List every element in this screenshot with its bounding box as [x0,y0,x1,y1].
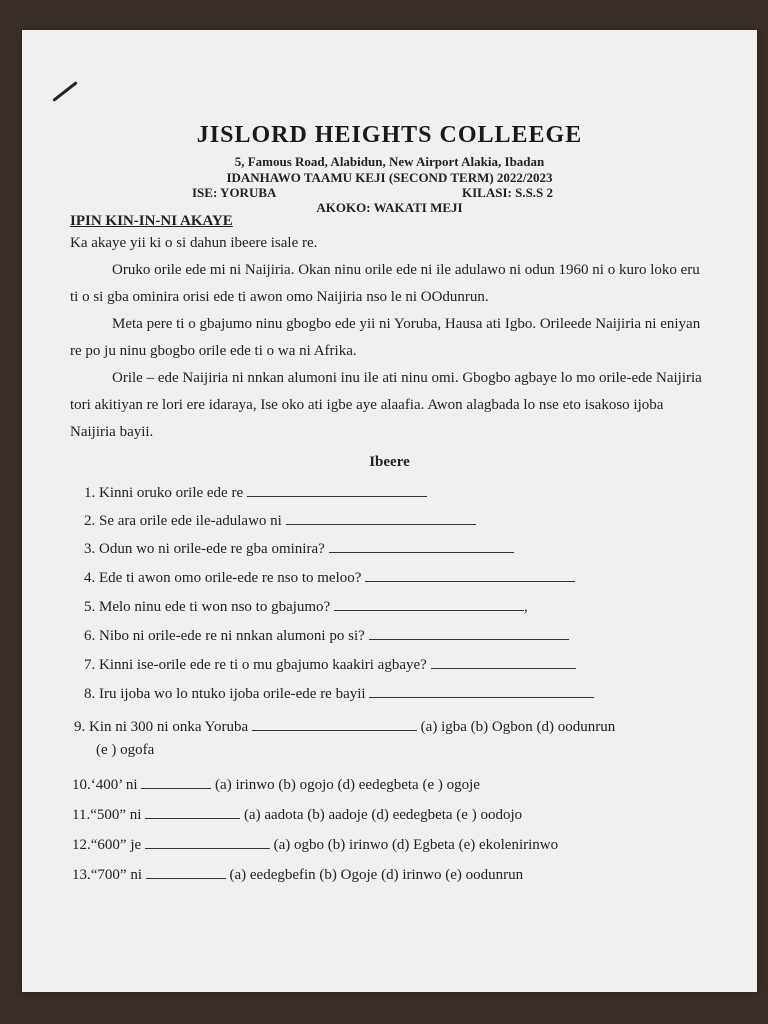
question-text: Ede ti awon omo orile-ede re nso to meloo? [99,570,362,586]
question-number: 4. [84,570,96,586]
instruction: Ka akaye yii ki o si dahun ibeere isale re. [70,235,318,251]
question-options: (a) irinwo (b) ogojo (d) eedegbeta (e ) ogoje [215,777,480,793]
question-text: “700” ni [90,867,142,883]
subject-class-row [192,185,592,201]
answer-blank[interactable] [369,625,569,640]
question-options-continued [96,742,154,759]
question-text: “500” ni [90,807,142,823]
answer-blank[interactable] [146,864,226,879]
answer-blank[interactable] [145,804,240,819]
subject-label: ISE: YORUBA [192,185,277,200]
question-number: 6. [84,628,96,644]
class-label: KILASI: S.S.S 2 [462,185,554,200]
time-allowed: AKOKO: WAKATI MEJI [316,200,463,215]
question-options: (a) ogbo (b) irinwo (d) Egbeta (e) ekolenirinwo [273,837,559,853]
question-number: 13. [72,867,91,883]
questions-title: Ibeere [369,454,410,470]
question-tail: , [523,599,528,615]
question-number: 3. [84,541,96,557]
question-options: (a) eedegbefin (b) Ogoje (d) irinwo (e) oodunrun [229,867,524,883]
answer-blank[interactable] [141,774,211,789]
question-text: Kin ni 300 ni onka Yoruba [89,719,249,735]
question-number: 10. [72,777,91,793]
question-number: 8. [84,686,96,702]
question-item [72,864,523,884]
answer-blank[interactable] [247,482,427,497]
question-text: Kinni ise-orile ede re ti o mu gbajumo kaakiri agbaye? [99,657,427,673]
exam-page [22,30,757,992]
passage-paragraph: Meta pere ti o gbajumo ninu gbogbo ede yii ni Yoruba, Hausa ati Igbo. Orileede Naijiria ni eniyan re po ju ninu gbogbo orile ede ti o wa ni Afrika. [70,316,701,359]
question-number: 9. [74,719,86,735]
question-number: 1. [84,485,96,501]
pen-mark [52,81,77,102]
question-item [84,683,594,703]
question-text: Melo ninu ede ti won nso to gbajumo? [99,599,331,615]
school-address: 5, Famous Road, Alabidun, New Airport Alakia, Ibadan [234,154,545,169]
question-options: (e ) ogofa [96,742,155,758]
question-item [84,654,576,674]
question-item [84,567,575,587]
question-text: Kinni oruko orile ede re [99,485,244,501]
question-item [84,625,569,645]
question-item [84,596,528,616]
question-options: (a) aadota (b) aadoje (d) eedegbeta (e ) oodojo [243,807,523,823]
section-title: IPIN KIN-IN-NI AKAYE [70,213,233,229]
question-item [74,716,615,736]
question-text: Odun wo ni orile-ede re gba ominira? [99,541,325,557]
exam-title: IDANHAWO TAAMU KEJI (SECOND TERM) 2022/2023 [226,170,553,185]
question-text: Iru ijoba wo lo ntuko ijoba orile-ede re bayii [99,686,366,702]
question-item [72,804,522,824]
question-number: 11. [72,807,91,823]
question-number: 5. [84,599,96,615]
question-text: ‘400’ ni [90,777,138,793]
question-number: 2. [84,513,96,529]
question-options: (a) igba (b) Ogbon (d) oodunrun [420,719,616,735]
school-name: JISLORD HEIGHTS COLLEEGE [196,122,583,148]
answer-blank[interactable] [329,538,514,553]
question-number: 12. [72,837,91,853]
answer-blank[interactable] [252,716,417,731]
answer-blank[interactable] [286,510,476,525]
passage-paragraph: Oruko orile ede mi ni Naijiria. Okan ninu orile ede ni ile adulawo ni odun 1960 ni o kuro loko eru ti o si gba ominira orisi ede ti awon omo Naijiria nso le ni OOdunrun. [70,262,700,305]
question-item [84,538,514,558]
question-item [84,482,427,502]
question-text: Se ara orile ede ile-adulawo ni [99,513,282,529]
question-number: 7. [84,657,96,673]
answer-blank[interactable] [431,654,576,669]
question-text: Nibo ni orile-ede re ni nnkan alumoni po si? [99,628,365,644]
answer-blank[interactable] [145,834,270,849]
passage-paragraph: Orile – ede Naijiria ni nnkan alumoni inu ile ati ninu omi. Gbogbo agbaye lo mo orile-ede Naijiria tori akitiyan re lori ere idaraya, Ise oko ati igbe aye alaafia. Awon alagbada lo nse eto isakoso ijoba Naijiria bayii. [70,370,702,440]
question-item [72,774,480,794]
answer-blank[interactable] [369,683,594,698]
question-item [72,834,558,854]
question-item [84,510,476,530]
answer-blank[interactable] [334,596,524,611]
question-text: “600” je [90,837,142,853]
answer-blank[interactable] [365,567,575,582]
